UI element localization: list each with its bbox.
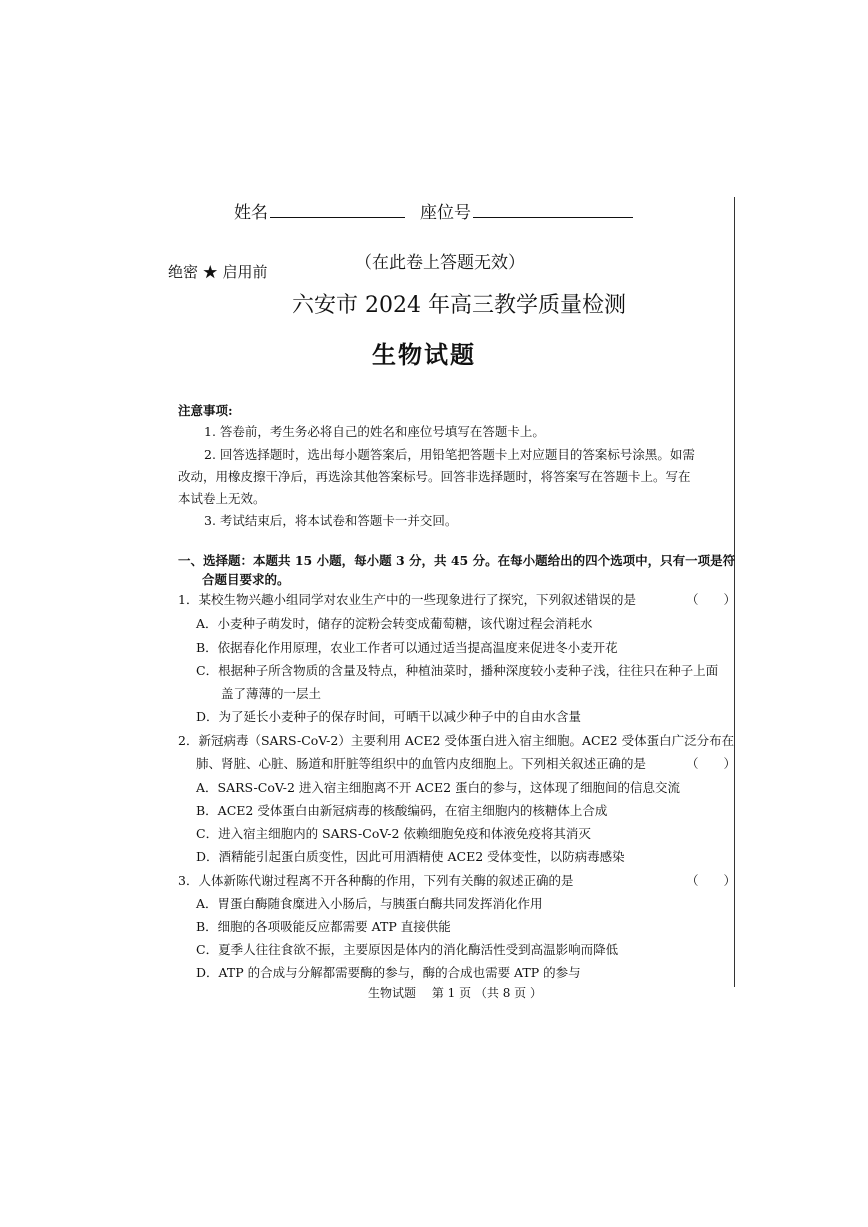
notice-item: 1. 答卷前，考生务必将自己的姓名和座位号填写在答题卡上。 <box>204 424 545 439</box>
answer-paren: （ ） <box>686 756 737 771</box>
section-heading-cont: 合题目要求的。 <box>202 572 290 587</box>
option-a: A．小麦种子萌发时，储存的淀粉会转变成葡萄糖，该代谢过程会消耗水 <box>196 616 593 631</box>
option-d: D．为了延长小麦种子的保存时间，可晒干以减少种子中的自由水含量 <box>196 709 582 724</box>
question-stem: 3．人体新陈代谢过程离不开各种酶的作用，下列有关酶的叙述正确的是 <box>178 873 574 888</box>
answer-paren: （ ） <box>686 873 737 888</box>
question-stem: 2．新冠病毒（SARS-CoV-2）主要利用 ACE2 受体蛋白进入宿主细胞。ACE2 受体蛋白广泛分布在 <box>178 733 735 748</box>
option-a: A．胃蛋白酶随食糜进入小肠后，与胰蛋白酶共同发挥消化作用 <box>196 896 543 911</box>
question-stem: 1．某校生物兴趣小组同学对农业生产中的一些现象进行了探究，下列叙述错误的是 <box>178 592 636 607</box>
notice-heading: 注意事项: <box>178 403 233 418</box>
question-stem-cont: 肺、肾脏、心脏、肠道和肝脏等组织中的血管内皮细胞上。下列相关叙述正确的是 <box>196 756 647 771</box>
option-b: B．依据春化作用原理，农业工作者可以通过适当提高温度来促进冬小麦开花 <box>196 640 618 655</box>
invalid-note: （在此卷上答题无效） <box>355 253 525 273</box>
option-c: C．根据种子所含物质的含量及特点，种植油菜时，播种深度较小麦种子浅，往往只在种子上面 <box>196 663 719 678</box>
option-c: C．进入宿主细胞内的 SARS-CoV-2 依赖细胞免疫和体液免疫将其消灭 <box>196 826 591 841</box>
option-d: D．酒精能引起蛋白质变性，因此可用酒精使 ACE2 受体变性，以防病毒感染 <box>196 849 625 864</box>
seat-field <box>420 198 633 223</box>
notice-item: 本试卷上无效。 <box>178 491 266 506</box>
answer-paren: （ ） <box>686 592 737 607</box>
secret-label: 绝密 ★ 启用前 <box>168 263 268 281</box>
page-footer: 生物试题 第 1 页 （共 8 页 ） <box>368 986 542 1000</box>
option-b: B．ACE2 受体蛋白由新冠病毒的核酸编码，在宿主细胞内的核糖体上合成 <box>196 803 608 818</box>
page-subtitle: 生物试题 <box>372 340 476 369</box>
option-c: C．夏季人往往食欲不振，主要原因是体内的消化酶活性受到高温影响而降低 <box>196 942 619 957</box>
name-blank <box>270 216 405 218</box>
page-title: 六安市 2024 年高三教学质量检测 <box>292 293 626 318</box>
option-b: B．细胞的各项吸能反应都需要 ATP 直接供能 <box>196 919 451 934</box>
name-field <box>234 198 405 223</box>
section-heading: 一、选择题：本题共 15 小题，每小题 3 分，共 45 分。在每小题给出的四个选项中，只有一项是符 <box>178 553 736 568</box>
seat-label: 座位号 <box>420 203 471 223</box>
option-c-cont: 盖了薄薄的一层土 <box>196 686 322 701</box>
notice-item: 改动，用橡皮擦干净后，再选涂其他答案标号。回答非选择题时，将答案写在答题卡上。写在 <box>178 469 691 484</box>
option-d: D．ATP 的合成与分解都需要酶的参与，酶的合成也需要 ATP 的参与 <box>196 965 581 980</box>
option-a: A．SARS-CoV-2 进入宿主细胞离不开 ACE2 蛋白的参与，这体现了细胞间的信息交流 <box>196 780 681 795</box>
notice-item: 3. 考试结束后，将本试卷和答题卡一并交回。 <box>204 513 458 528</box>
name-label: 姓名 <box>234 203 268 223</box>
seat-blank <box>473 216 633 218</box>
notice-item: 2. 回答选择题时，选出每小题答案后，用铅笔把答题卡上对应题目的答案标号涂黑。如需 <box>204 447 695 462</box>
